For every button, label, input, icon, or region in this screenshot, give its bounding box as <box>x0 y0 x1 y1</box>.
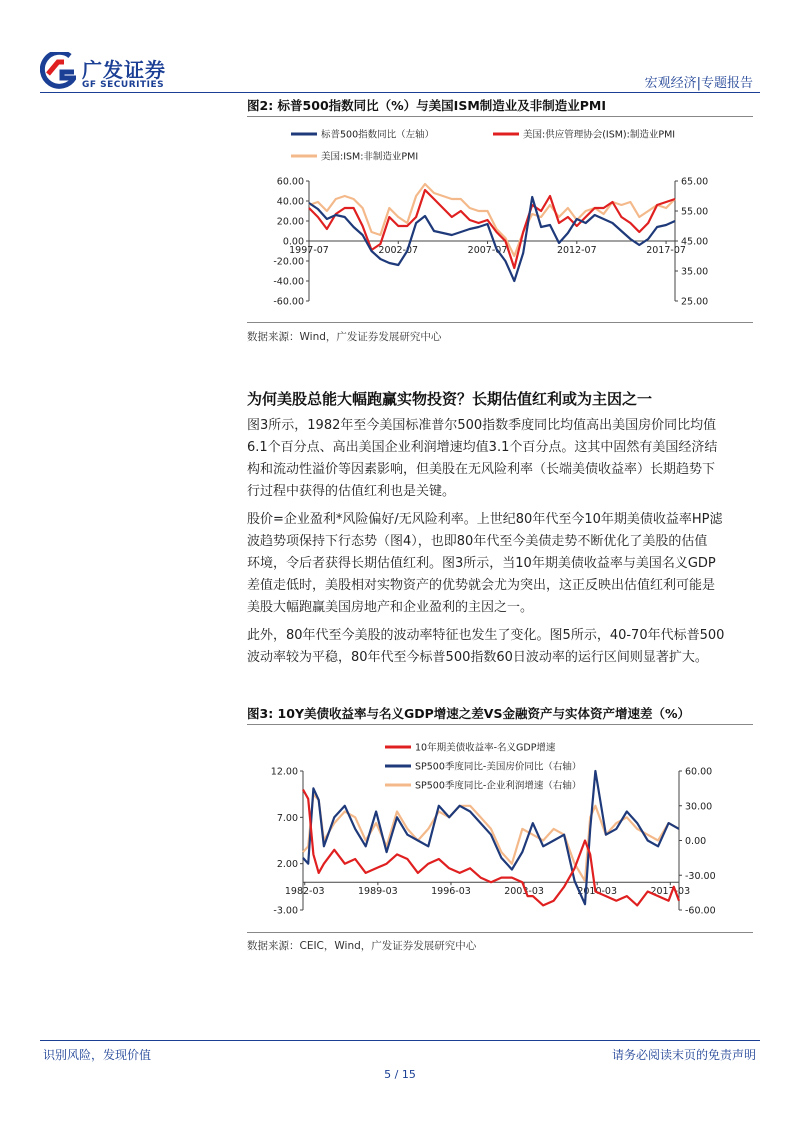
logo-text-cn: 广发证券 <box>82 58 166 82</box>
figure3-left-tick-label: -3.00 <box>273 905 298 917</box>
paragraph-1-line: 行过程中获得的估值红利也是关键。 <box>247 484 456 499</box>
footer-disclaimer: 请务必阅读末页的免责声明 <box>611 1048 756 1062</box>
figure3-legend-label: SP500季度同比-企业利润增速（右轴） <box>415 780 582 792</box>
figure3-left-tick-label: 12.00 <box>270 766 298 778</box>
figure3-chart <box>247 728 753 930</box>
paragraph-2-line: 美股大幅跑赢美国房地产和企业盈利的主因之一。 <box>247 600 534 615</box>
paragraph-2-line: 环境，令后者获得长期估值红利。图3所示，当10年期美债收益率与美国名义GDP <box>247 556 716 571</box>
report-category: 宏观经济|专题报告 <box>644 76 753 91</box>
figure3-left-tick-label: 2.00 <box>276 859 298 871</box>
header-divider <box>40 92 760 93</box>
figure2-left-tick-label: 60.00 <box>276 176 304 188</box>
figure2-right-tick-label: 65.00 <box>681 176 709 188</box>
figure3-title: 图3: 10Y美债收益率与名义GDP增速之差VS金融资产与实体资产增速差（%） <box>247 706 690 721</box>
figure3-right-tick-label: 0.00 <box>685 836 707 847</box>
figure2-legend-label: 美国:ISM:非制造业PMI <box>321 151 419 163</box>
figure3-top-rule <box>247 724 753 725</box>
figure2-x-tick-label: 2007-07 <box>467 245 508 256</box>
figure2-right-tick-label: 35.00 <box>681 266 709 278</box>
figure3-right-tick-label: 60.00 <box>685 766 713 778</box>
figure2-chart <box>247 120 753 322</box>
figure3-legend-label: SP500季度同比-美国房价同比（右轴） <box>415 761 582 773</box>
paragraph-3 <box>247 625 755 669</box>
figure2-right-tick-label: 45.00 <box>681 236 709 248</box>
figure2-left-tick-label: 20.00 <box>276 216 304 228</box>
logo-text-en: GF SECURITIES <box>82 80 165 90</box>
paragraph-2-line: 股价=企业盈利*风险偏好/无风险利率。上世纪80年代至今10年期美债收益率HP滤 <box>247 512 723 527</box>
figure2-bottom-rule <box>247 322 753 323</box>
figure2-x-tick-label: 2017-07 <box>646 245 686 256</box>
figure3-bottom-rule <box>247 932 753 933</box>
figure3-legend <box>385 742 581 792</box>
figure3-legend-label: 10年期美债收益率-名义GDP增速 <box>415 742 556 754</box>
figure2-legend-label: 标普500指数同比（左轴） <box>321 129 435 141</box>
gf-logo-icon <box>40 52 76 92</box>
section-title: 为何美股总能大幅跑赢实物投资？长期估值红利或为主因之一 <box>247 390 653 408</box>
paragraph-2-line: 差值走低时，美股相对实物资产的优势就会尤为突出，这正反映出估值红利可能是 <box>247 578 716 593</box>
figure3-right-tick-label: -60.00 <box>685 905 716 917</box>
paragraph-2-line: 波趋势项保持下行态势（图4），也即80年代至今美债走势不断优化了美股的估值 <box>247 534 708 549</box>
figure2-legend-label: 美国:供应管理协会(ISM):制造业PMI <box>523 129 676 141</box>
figure3-right-tick-label: -30.00 <box>685 870 716 882</box>
figure3-x-tick-label: 2003-03 <box>504 886 544 898</box>
figure3-x-tick-label: 1989-03 <box>358 886 398 898</box>
figure3-right-tick-label: 30.00 <box>685 801 713 813</box>
figure2-left-tick-label: 0.00 <box>282 236 304 248</box>
paragraph-1-line: 图3所示，1982年至今美国标准普尔500指数季度同比均值高出美国房价同比均值 <box>247 418 717 433</box>
figure2-right-tick-label: 55.00 <box>681 206 709 218</box>
paragraph-2 <box>247 509 755 619</box>
figure2-title: 图2: 标普500指数同比（%）与美国ISM制造业及非制造业PMI <box>247 98 607 113</box>
figure2-left-tick-label: 40.00 <box>276 196 304 208</box>
footer-divider <box>40 1040 760 1041</box>
figure3-left-tick-label: 7.00 <box>276 812 298 824</box>
figure2-x-tick-label: 2012-07 <box>556 245 597 256</box>
figure2-legend <box>291 129 675 163</box>
figure3-x-tick-label: 2010-03 <box>577 886 618 898</box>
figure2-x-tick-label: 2002-07 <box>378 245 419 256</box>
figure3-x-tick-label: 2017-03 <box>650 886 691 898</box>
paragraph-1-line: 6.1个百分点、高出美国企业利润增速均值3.1个百分点。这其中固然有美国经济结 <box>247 440 718 455</box>
figure2-left-tick-label: -20.00 <box>273 256 304 268</box>
figure2-left-tick-label: -60.00 <box>273 296 304 308</box>
paragraph-3-line: 此外，80年代至今美股的波动率特征也发生了变化。图5所示，40-70年代标普500 <box>247 628 725 643</box>
figure3-x-tick-label: 1982-03 <box>284 886 325 898</box>
figure2-top-rule <box>247 116 753 117</box>
paragraph-1 <box>247 415 755 503</box>
figure2-x-tick-label: 1997-07 <box>289 245 329 256</box>
figure2-right-tick-label: 25.00 <box>681 296 709 308</box>
footer-slogan: 识别风险，发现价值 <box>43 1048 152 1062</box>
figure3-x-tick-label: 1996-03 <box>431 886 471 898</box>
paragraph-1-line: 构和流动性溢价等因素影响，但美股在无风险利率（长端美债收益率）长期趋势下 <box>247 462 716 477</box>
figure3-source: 数据来源：CEIC，Wind，广发证券发展研究中心 <box>247 940 477 952</box>
paragraph-3-line: 波动率较为平稳，80年代至今标普500指数60日波动率的运行区间则显著扩大。 <box>247 650 708 665</box>
figure2-left-tick-label: -40.00 <box>273 276 304 288</box>
page-number: 5 / 15 <box>384 1068 416 1081</box>
figure2-source: 数据来源：Wind，广发证券发展研究中心 <box>247 331 442 343</box>
